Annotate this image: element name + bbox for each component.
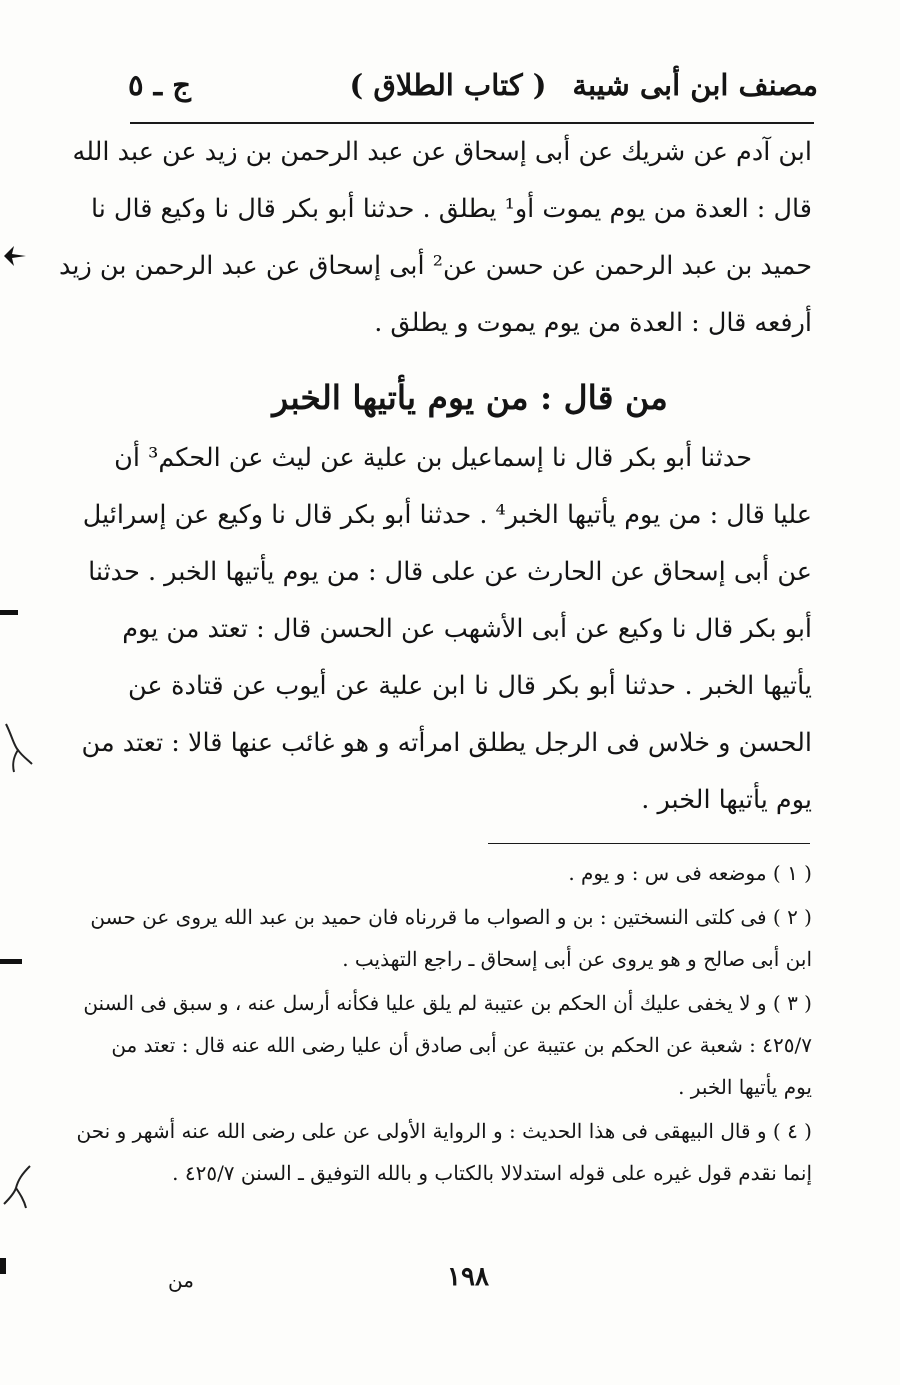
- page-number: ١٩٨: [447, 1262, 489, 1292]
- text-line: عليا قال : من يوم يأتيها الخبر⁴ . حدثنا أبو بكر قال نا وكيع عن إسرائيل: [82, 500, 812, 530]
- footnote-3-cont: ٤٢٥/٧ : شعبة عن الحكم بن عتيبة عن أبى صادق أن عليا رضى الله عنه قال : تعتد من: [111, 1033, 812, 1057]
- scan-mark-dot: [0, 1256, 10, 1278]
- scan-mark-curl: [0, 720, 36, 780]
- text-line: ابن آدم عن شريك عن أبى إسحاق عن عبد الرحمن بن زيد عن عبد الله: [72, 137, 812, 167]
- footnote-4: ( ٤ ) و قال البيهقى فى هذا الحديث : و الرواية الأولى عن على رضى الله عنه أشهر و نحن: [76, 1119, 812, 1143]
- footnote-rule: [488, 843, 810, 844]
- scan-mark-dash: [0, 606, 22, 620]
- footnote-4-cont: إنما نقدم قول غيره على قوله استدلالا بالكتاب و بالله التوفيق ـ السنن ٤٢٥/٧ .: [172, 1161, 812, 1185]
- text-line: حدثنا أبو بكر قال نا إسماعيل بن علية عن ليث عن الحكم³ أن: [114, 443, 752, 473]
- paragraph-1: [59, 124, 812, 352]
- scan-mark-curl: [0, 1160, 36, 1220]
- section-title: ( كتاب الطلاق ): [349, 68, 547, 102]
- footnote-3-cont: يوم يأتيها الخبر .: [678, 1075, 812, 1099]
- book-title: مصنف ابن أبى شيبة: [572, 68, 818, 102]
- text-line: عن أبى إسحاق عن الحارث عن على قال : من يوم يأتيها الخبر . حدثنا: [88, 557, 812, 587]
- page-footer: [128, 1262, 812, 1302]
- scan-mark-star: [0, 236, 30, 276]
- text-line: أبو بكر قال نا وكيع عن أبى الأشهب عن الحسن قال : تعتد من يوم: [122, 614, 812, 644]
- footnote-2: ( ٢ ) فى كلتى النسختين : بن و الصواب ما قررناه فان حميد بن عبد الله يروى عن حسن: [90, 905, 812, 929]
- text-line: قال : العدة من يوم يموت أو¹ يطلق . حدثنا أبو بكر قال نا وكيع قال نا: [90, 194, 812, 224]
- volume-label: ج ـ ٥: [128, 68, 191, 102]
- footnote-3: ( ٣ ) و لا يخفى عليك أن الحكم بن عتيبة لم يلق عليا فكأنه أرسل عنه ، و سبق فى السنن: [83, 991, 812, 1015]
- text-line: يأتيها الخبر . حدثنا أبو بكر قال نا ابن علية عن أيوب عن قتادة عن: [128, 671, 812, 701]
- running-header: [128, 62, 818, 112]
- footnote-2-cont: ابن أبى صالح و هو يروى عن أبى إسحاق ـ راجع التهذيب .: [342, 947, 812, 971]
- scan-mark-dash: [0, 955, 26, 969]
- text-line: يوم يأتيها الخبر .: [641, 785, 812, 815]
- text-line: أرفعه قال : العدة من يوم يموت و يطلق .: [374, 308, 812, 338]
- text-line: حميد بن عبد الرحمن عن حسن عن² أبى إسحاق عن عبد الرحمن بن زيد: [59, 251, 812, 281]
- footnote-1: ( ١ ) موضعه فى س : و يوم .: [568, 861, 812, 885]
- catchword: من: [168, 1268, 194, 1292]
- paragraph-2: [81, 430, 812, 829]
- chapter-title: من قال : من يوم يأتيها الخبر: [272, 378, 668, 417]
- footnotes: [76, 852, 812, 1194]
- text-line: الحسن و خلاس فى الرجل يطلق امرأته و هو غائب عنها قالا : تعتد من: [81, 728, 812, 758]
